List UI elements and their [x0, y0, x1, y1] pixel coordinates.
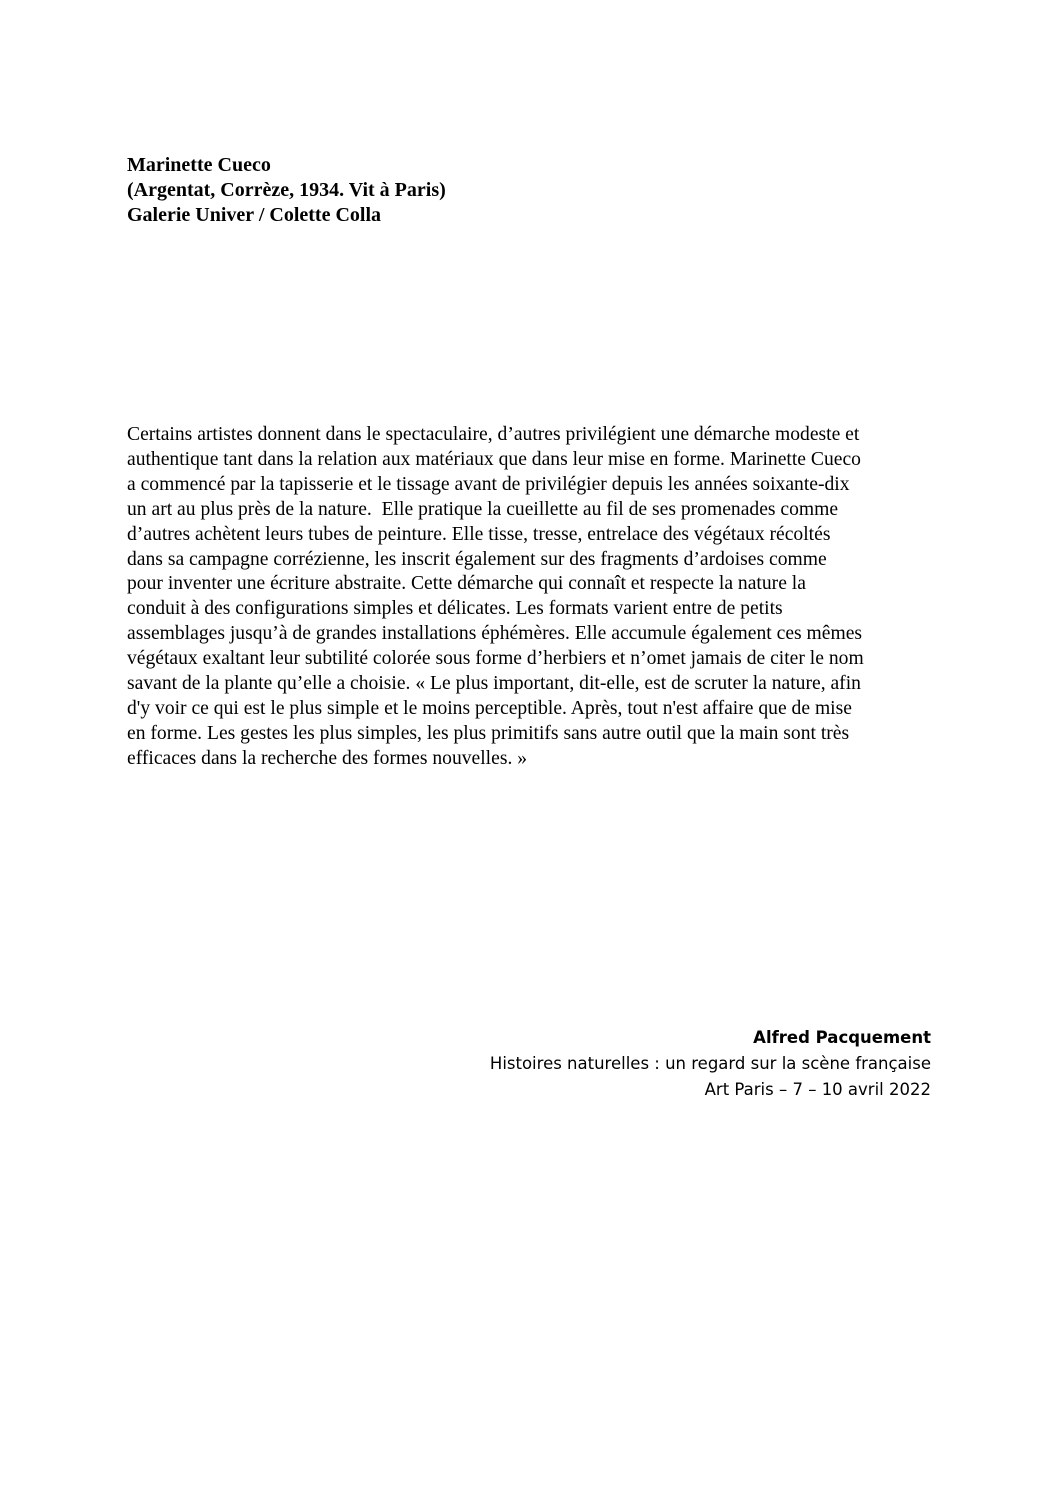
- paragraph-line: efficaces dans la recherche des formes nouvelles. »: [127, 747, 528, 769]
- exhibition-title: Histoires naturelles : un regard sur la scène française: [489, 1054, 931, 1073]
- paragraph-line: en forme. Les gestes les plus simples, les plus primitifs sans autre outil que la main sont très: [127, 722, 850, 744]
- event-dates: Art Paris – 7 – 10 avril 2022: [704, 1080, 931, 1099]
- paragraph-line: authentique tant dans la relation aux matériaux que dans leur mise en forme. Marinette Cueco: [127, 448, 861, 470]
- document-header: [127, 153, 927, 228]
- paragraph-line: conduit à des configurations simples et délicates. Les formats varient entre de petits: [127, 598, 783, 620]
- gallery-name: Galerie Univer / Colette Colla: [127, 204, 382, 226]
- paragraph-line: Certains artistes donnent dans le spectaculaire, d’autres privilégient une démarche modeste et: [127, 424, 860, 445]
- author-name: Alfred Pacquement: [753, 1028, 931, 1047]
- paragraph-line: un art au plus près de la nature. Elle pratique la cueillette au fil de ses promenades comme: [127, 498, 839, 520]
- paragraph-line: végétaux exaltant leur subtilité colorée sous forme d’herbiers et n’omet jamais de citer le nom: [127, 648, 864, 670]
- paragraph-line: pour inventer une écriture abstraite. Cette démarche qui connaît et respecte la nature la: [127, 573, 806, 595]
- paragraph-line: d'y voir ce qui est le plus simple et le moins perceptible. Après, tout n'est affaire que de mise: [127, 697, 852, 719]
- body-paragraph: [127, 423, 947, 772]
- paragraph-line: a commencé par la tapisserie et le tissage avant de privilégier depuis les années soixante-dix: [127, 473, 850, 495]
- paragraph-line: assemblages jusqu’à de grandes installations éphémères. Elle accumule également ces mêmes: [127, 623, 863, 645]
- paragraph-line: d’autres achètent leurs tubes de peinture. Elle tisse, tresse, entrelace des végétaux récoltés: [127, 523, 831, 545]
- paragraph-line: savant de la plante qu’elle a choisie. « Le plus important, dit-elle, est de scruter la nature, afin: [127, 673, 861, 695]
- artist-bio: (Argentat, Corrèze, 1934. Vit à Paris): [127, 179, 446, 201]
- paragraph-line: dans sa campagne corrézienne, les inscrit également sur des fragments d’ardoises comme: [127, 548, 827, 570]
- artist-name: Marinette Cueco: [127, 154, 271, 176]
- signature-block: [490, 1025, 931, 1103]
